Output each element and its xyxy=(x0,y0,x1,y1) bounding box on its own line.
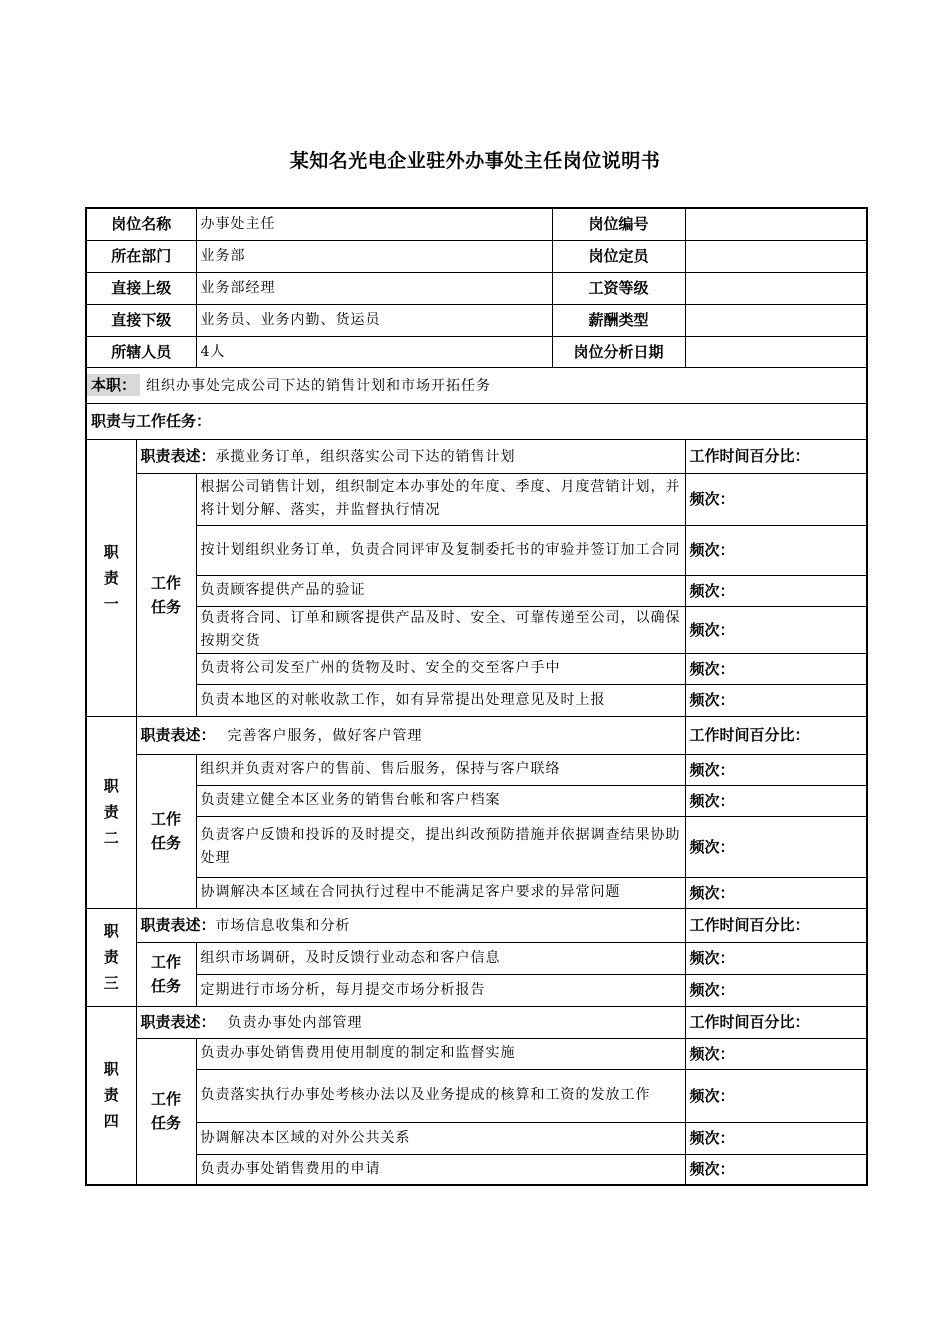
duty-name: 职 责 四 xyxy=(86,1006,136,1185)
frequency-label: 频次： xyxy=(685,684,867,716)
page-title: 某知名光电企业驻外办事处主任岗位说明书 xyxy=(289,150,661,172)
frequency-label: 频次： xyxy=(685,525,867,575)
duties-heading-row xyxy=(86,403,867,439)
job-description-table xyxy=(85,207,868,1186)
task-text: 协调解决本区域在合同执行过程中不能满足客户要求的异常问题 xyxy=(196,877,685,908)
statement-text: 负责办事处内部管理 xyxy=(227,1014,363,1031)
frequency-label: 频次： xyxy=(685,473,867,525)
field-value xyxy=(685,240,867,272)
task-row xyxy=(86,754,867,785)
duty-statement xyxy=(136,716,685,754)
frequency-label: 频次： xyxy=(685,1038,867,1069)
task-text: 负责建立健全本区业务的销售台帐和客户档案 xyxy=(196,785,685,816)
task-text: 按计划组织业务订单，负责合同评审及复制委托书的审验并签订加工合同 xyxy=(196,525,685,575)
task-row xyxy=(86,1038,867,1069)
field-label: 岗位名称 xyxy=(86,208,196,240)
task-text: 负责将合同、订单和顾客提供产品及时、安全、可靠传递至公司，以确保按期交货 xyxy=(196,606,685,653)
frequency-label: 频次： xyxy=(685,785,867,816)
task-header: 工作 任务 xyxy=(136,1038,196,1185)
duty-statement-row xyxy=(86,908,867,942)
task-row xyxy=(86,1122,867,1154)
field-label: 所在部门 xyxy=(86,240,196,272)
time-percent-label: 工作时间百分比： xyxy=(685,908,867,942)
statement-label: 职责表述： xyxy=(140,725,216,744)
time-percent-label: 工作时间百分比： xyxy=(685,1006,867,1038)
task-text: 根据公司销售计划，组织制定本办事处的年度、季度、月度营销计划，并将计划分解、落实，并监督执行情况 xyxy=(196,473,685,525)
frequency-label: 频次： xyxy=(685,653,867,684)
duty-statement xyxy=(136,1006,685,1038)
task-text: 负责客户反馈和投诉的及时提交，提出纠改预防措施并依据调查结果协助处理 xyxy=(196,816,685,877)
task-text: 组织市场调研，及时反馈行业动态和客户信息 xyxy=(196,942,685,974)
task-text: 组织并负责对客户的售前、售后服务，保持与客户联络 xyxy=(196,754,685,785)
time-percent-label: 工作时间百分比： xyxy=(685,439,867,473)
field-label: 工资等级 xyxy=(552,272,685,304)
frequency-label: 频次： xyxy=(685,1069,867,1122)
field-value xyxy=(685,208,867,240)
duty-statement-row xyxy=(86,1006,867,1038)
statement-text: 市场信息收集和分析 xyxy=(215,917,351,934)
task-row xyxy=(86,816,867,877)
duty-statement xyxy=(136,439,685,473)
statement-text: 承揽业务订单，组织落实公司下达的销售计划 xyxy=(215,448,516,465)
task-text: 负责办事处销售费用使用制度的制定和监督实施 xyxy=(196,1038,685,1069)
header-row xyxy=(86,336,867,367)
frequency-label: 频次： xyxy=(685,942,867,974)
field-label: 直接上级 xyxy=(86,272,196,304)
task-row xyxy=(86,974,867,1006)
frequency-label: 频次： xyxy=(685,754,867,785)
task-row xyxy=(86,575,867,606)
duty-statement-row xyxy=(86,439,867,473)
frequency-label: 频次： xyxy=(685,974,867,1006)
task-text: 负责落实执行办事处考核办法以及业务提成的核算和工资的发放工作 xyxy=(196,1069,685,1122)
frequency-label: 频次： xyxy=(685,1154,867,1185)
task-text: 负责本地区的对帐收款工作，如有异常提出处理意见及时上报 xyxy=(196,684,685,716)
task-text: 负责办事处销售费用的申请 xyxy=(196,1154,685,1185)
duties-heading: 职责与工作任务： xyxy=(86,403,867,439)
field-value xyxy=(685,336,867,367)
field-value: 办事处主任 xyxy=(196,208,552,240)
benzhi-row xyxy=(86,367,867,403)
task-header: 工作 任务 xyxy=(136,754,196,908)
field-value: 4人 xyxy=(196,336,552,367)
benzhi-value: 组织办事处完成公司下达的销售计划和市场开拓任务 xyxy=(146,377,492,394)
task-row xyxy=(86,1069,867,1122)
duty-name: 职 责 二 xyxy=(86,716,136,908)
header-row xyxy=(86,208,867,240)
benzhi-cell xyxy=(86,367,867,403)
task-row xyxy=(86,653,867,684)
task-row xyxy=(86,785,867,816)
task-header: 工作 任务 xyxy=(136,473,196,716)
frequency-label: 频次： xyxy=(685,606,867,653)
field-value xyxy=(685,304,867,336)
field-label: 所辖人员 xyxy=(86,336,196,367)
statement-label: 职责表述： xyxy=(140,446,216,465)
task-text: 负责将公司发至广州的货物及时、安全的交至客户手中 xyxy=(196,653,685,684)
statement-label: 职责表述： xyxy=(140,1012,216,1031)
field-label: 岗位定员 xyxy=(552,240,685,272)
task-row xyxy=(86,606,867,653)
time-percent-label: 工作时间百分比： xyxy=(685,716,867,754)
task-header: 工作 任务 xyxy=(136,942,196,1006)
statement-text: 完善客户服务，做好客户管理 xyxy=(227,727,423,744)
field-value: 业务部经理 xyxy=(196,272,552,304)
field-value xyxy=(685,272,867,304)
task-row xyxy=(86,684,867,716)
task-row xyxy=(86,942,867,974)
header-row xyxy=(86,272,867,304)
field-value: 业务员、业务内勤、货运员 xyxy=(196,304,552,336)
field-label: 岗位编号 xyxy=(552,208,685,240)
field-label: 薪酬类型 xyxy=(552,304,685,336)
header-row xyxy=(86,240,867,272)
frequency-label: 频次： xyxy=(685,816,867,877)
frequency-label: 频次： xyxy=(685,575,867,606)
task-row xyxy=(86,473,867,525)
benzhi-label: 本职： xyxy=(87,374,140,396)
frequency-label: 频次： xyxy=(685,1122,867,1154)
task-text: 协调解决本区域的对外公共关系 xyxy=(196,1122,685,1154)
header-row xyxy=(86,304,867,336)
field-value: 业务部 xyxy=(196,240,552,272)
field-label: 岗位分析日期 xyxy=(552,336,685,367)
task-row xyxy=(86,525,867,575)
field-label: 直接下级 xyxy=(86,304,196,336)
frequency-label: 频次： xyxy=(685,877,867,908)
duty-name: 职 责 三 xyxy=(86,908,136,1006)
duty-name: 职 责 一 xyxy=(86,439,136,716)
duty-statement-row xyxy=(86,716,867,754)
task-text: 定期进行市场分析，每月提交市场分析报告 xyxy=(196,974,685,1006)
task-text: 负责顾客提供产品的验证 xyxy=(196,575,685,606)
statement-label: 职责表述： xyxy=(140,915,216,934)
duty-statement xyxy=(136,908,685,942)
task-row xyxy=(86,1154,867,1185)
task-row xyxy=(86,877,867,908)
